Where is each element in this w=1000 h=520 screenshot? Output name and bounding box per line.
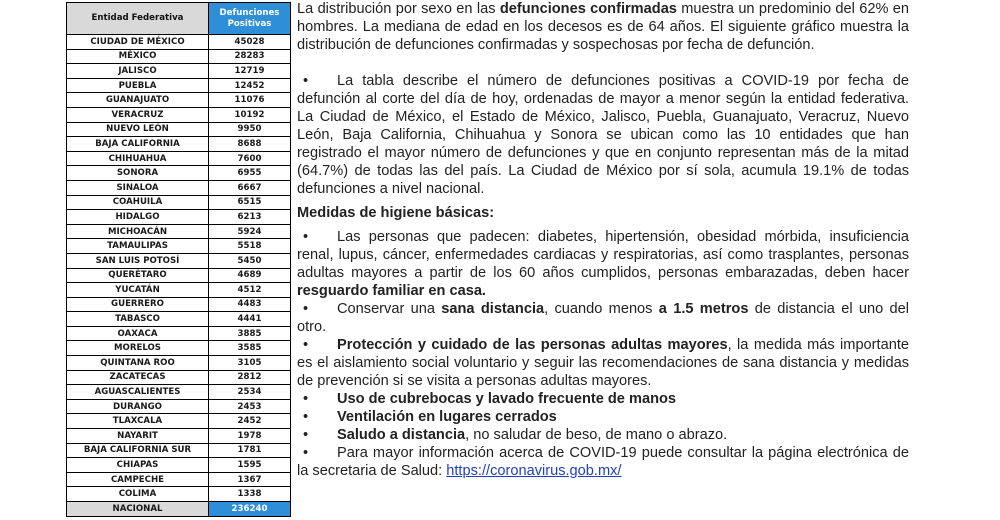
table-row [67, 210, 291, 225]
table-row [67, 326, 291, 341]
deaths-count-cell: 3585 [209, 341, 291, 356]
table-row [67, 93, 291, 108]
state-name-cell: CIUDAD DE MÉXICO [67, 35, 209, 50]
table-row [67, 487, 291, 502]
bullet-ventilation [297, 408, 909, 426]
bullet-elderly [297, 336, 909, 390]
total-value-cell: 236240 [209, 502, 291, 517]
bullet-greeting-bold: Saludo a distancia [337, 427, 466, 443]
hygiene-heading: Medidas de higiene básicas: [297, 205, 495, 221]
state-name-cell: YUCATÁN [67, 283, 209, 298]
deaths-count-cell: 4689 [209, 268, 291, 283]
bullet-vulnerable-bold: resguardo familiar en casa. [297, 283, 486, 299]
table-description-text: La tabla describe el número de defunciones positivas a COVID-19 por fecha de defunción al corte del día de hoy, ordenadas de mayor a menor según la entidad federativa. La Ciudad de México, el Estado de México, Jalisco, Puebla, Guanajuato, Veracruz, Nuevo León, Baja California, Chihuahua y Sonora se ubican como las 10 entidades que han registrado el mayor número de defunciones y que en conjunto representan más de la mitad (64.7%) de todas las del país. La Ciudad de México por sí sola, acumula 19.1% de todas defunciones a nivel nacional. [297, 73, 909, 197]
bullet-distance [297, 300, 909, 336]
table-row [67, 443, 291, 458]
table-row [67, 370, 291, 385]
deaths-count-cell: 4483 [209, 297, 291, 312]
deaths-by-state-table [66, 2, 291, 517]
state-name-cell: VERACRUZ [67, 107, 209, 122]
intro-text-a: La distribución por sexo en las [297, 1, 500, 17]
bullet-distance-bold-a: sana distancia [441, 301, 545, 317]
state-name-cell: GUANAJUATO [67, 93, 209, 108]
state-name-cell: SONORA [67, 166, 209, 181]
deaths-count-cell: 5924 [209, 224, 291, 239]
table-row [67, 399, 291, 414]
deaths-by-state-table-wrap [66, 2, 290, 517]
total-label-cell: NACIONAL [67, 502, 209, 517]
deaths-count-cell: 3105 [209, 356, 291, 371]
bullet-ventilation-text: Ventilación en lugares cerrados [337, 409, 557, 425]
deaths-count-cell: 10192 [209, 107, 291, 122]
table-header-row [67, 3, 291, 35]
bullet-icon [297, 300, 337, 318]
bullet-distance-bold-b: a 1.5 metros [658, 301, 749, 317]
state-name-cell: BAJA CALIFORNIA [67, 137, 209, 152]
deaths-count-cell: 6213 [209, 210, 291, 225]
state-name-cell: SAN LUIS POTOSÍ [67, 253, 209, 268]
table-row [67, 268, 291, 283]
deaths-count-cell: 5450 [209, 253, 291, 268]
deaths-count-cell: 12719 [209, 64, 291, 79]
table-row [67, 414, 291, 429]
intro-text-c: muestra un predominio del 62% en hombres. La mediana de edad en los decesos es de 64 años. El siguiente gráfico muestra la distribución de defunciones confirmadas y sospechosas por fecha de defunción. [297, 1, 909, 53]
table-row [67, 356, 291, 371]
table-row [67, 151, 291, 166]
state-name-cell: HIDALGO [67, 210, 209, 225]
bullet-icon [297, 336, 337, 354]
deaths-count-cell: 2812 [209, 370, 291, 385]
header-defunciones: Defunciones Positivas [209, 3, 291, 35]
table-description-paragraph [297, 72, 909, 198]
table-row [67, 180, 291, 195]
deaths-count-cell: 12452 [209, 78, 291, 93]
state-name-cell: COLIMA [67, 487, 209, 502]
deaths-count-cell: 3885 [209, 326, 291, 341]
deaths-count-cell: 1338 [209, 487, 291, 502]
state-name-cell: CHIAPAS [67, 458, 209, 473]
table-row [67, 429, 291, 444]
bullet-more-info [297, 444, 909, 480]
table-body [67, 35, 291, 517]
deaths-count-cell: 6955 [209, 166, 291, 181]
table-row [67, 78, 291, 93]
deaths-count-cell: 45028 [209, 35, 291, 50]
bullet-icon [297, 444, 337, 462]
bullet-icon [297, 390, 337, 408]
bullet-vulnerable [297, 228, 909, 300]
report-text [297, 0, 909, 480]
table-row [67, 224, 291, 239]
table-row [67, 312, 291, 327]
table-row [67, 341, 291, 356]
bullet-distance-text-a: Conservar una [337, 301, 442, 317]
state-name-cell: MICHOACÁN [67, 224, 209, 239]
table-row [67, 35, 291, 50]
state-name-cell: QUINTANA ROO [67, 356, 209, 371]
bullet-masks-text: Uso de cubrebocas y lavado frecuente de manos [337, 391, 677, 407]
state-name-cell: PUEBLA [67, 78, 209, 93]
state-name-cell: MÉXICO [67, 49, 209, 64]
table-row [67, 64, 291, 79]
state-name-cell: TAMAULIPAS [67, 239, 209, 254]
table-row [67, 472, 291, 487]
bullet-icon [297, 408, 337, 426]
state-name-cell: AGUASCALIENTES [67, 385, 209, 400]
deaths-count-cell: 6515 [209, 195, 291, 210]
state-name-cell: OAXACA [67, 326, 209, 341]
table-row [67, 122, 291, 137]
state-name-cell: CAMPECHE [67, 472, 209, 487]
deaths-count-cell: 1367 [209, 472, 291, 487]
deaths-count-cell: 8688 [209, 137, 291, 152]
deaths-count-cell: 4512 [209, 283, 291, 298]
deaths-count-cell: 1781 [209, 443, 291, 458]
deaths-count-cell: 1978 [209, 429, 291, 444]
intro-paragraph [297, 0, 909, 54]
state-name-cell: TABASCO [67, 312, 209, 327]
table-row [67, 49, 291, 64]
deaths-count-cell: 5518 [209, 239, 291, 254]
table-row [67, 239, 291, 254]
table-row [67, 458, 291, 473]
table-row [67, 195, 291, 210]
state-name-cell: NAYARIT [67, 429, 209, 444]
deaths-count-cell: 2453 [209, 399, 291, 414]
intro-text-bold: defunciones confirmadas [499, 1, 677, 17]
state-name-cell: ZACATECAS [67, 370, 209, 385]
deaths-count-cell: 2452 [209, 414, 291, 429]
bullet-more-info-text: Para mayor información acerca de COVID-19 puede consultar la página electrónica de la secretaria de Salud: [297, 445, 909, 479]
state-name-cell: TLAXCALA [67, 414, 209, 429]
state-name-cell: QUERÉTARO [67, 268, 209, 283]
deaths-count-cell: 28283 [209, 49, 291, 64]
table-row [67, 137, 291, 152]
deaths-count-cell: 7600 [209, 151, 291, 166]
state-name-cell: JALISCO [67, 64, 209, 79]
table-row [67, 283, 291, 298]
table-row [67, 107, 291, 122]
state-name-cell: CHIHUAHUA [67, 151, 209, 166]
table-total-row [67, 502, 291, 517]
deaths-count-cell: 4441 [209, 312, 291, 327]
bullet-masks [297, 390, 909, 408]
bullet-greeting [297, 426, 909, 444]
deaths-count-cell: 11076 [209, 93, 291, 108]
state-name-cell: MORELOS [67, 341, 209, 356]
state-name-cell: DURANGO [67, 399, 209, 414]
bullet-icon [297, 426, 337, 444]
deaths-count-cell: 2534 [209, 385, 291, 400]
state-name-cell: NUEVO LEÓN [67, 122, 209, 137]
coronavirus-link[interactable]: https://coronavirus.gob.mx/ [446, 463, 622, 479]
deaths-count-cell: 9950 [209, 122, 291, 137]
bullet-icon [297, 228, 337, 246]
table-row [67, 253, 291, 268]
state-name-cell: COAHUILA [67, 195, 209, 210]
bullet-greeting-text: , no saludar de beso, de mano o abrazo. [465, 427, 728, 443]
table-row [67, 385, 291, 400]
table-row [67, 166, 291, 181]
state-name-cell: GUERRERO [67, 297, 209, 312]
bullet-distance-text-b: , cuando menos [544, 301, 659, 317]
bullet-distance-text-c: de distancia el uno del otro. [297, 301, 909, 335]
bullet-elderly-text: , la medida más importante es el aislamiento social voluntario y seguir las recomendaciones de sana distancia y medidas de prevención si se visita a personas adultas mayores. [297, 337, 909, 389]
state-name-cell: SINALOA [67, 180, 209, 195]
bullet-vulnerable-text: Las personas que padecen: diabetes, hipertensión, obesidad mórbida, insuficiencia renal, lupus, cáncer, enfermedades cardiacas y respiratorias, así como trasplantes, personas adultas mayores a partir de los 60 años cumplidos, personas embarazadas, deben hacer [297, 229, 909, 281]
bullet-elderly-bold: Protección y cuidado de las personas adultas mayores [337, 337, 728, 353]
deaths-count-cell: 1595 [209, 458, 291, 473]
table-row [67, 297, 291, 312]
state-name-cell: BAJA CALIFORNIA SUR [67, 443, 209, 458]
deaths-count-cell: 6667 [209, 180, 291, 195]
header-entidad: Entidad Federativa [67, 3, 209, 35]
bullet-icon [297, 72, 337, 90]
